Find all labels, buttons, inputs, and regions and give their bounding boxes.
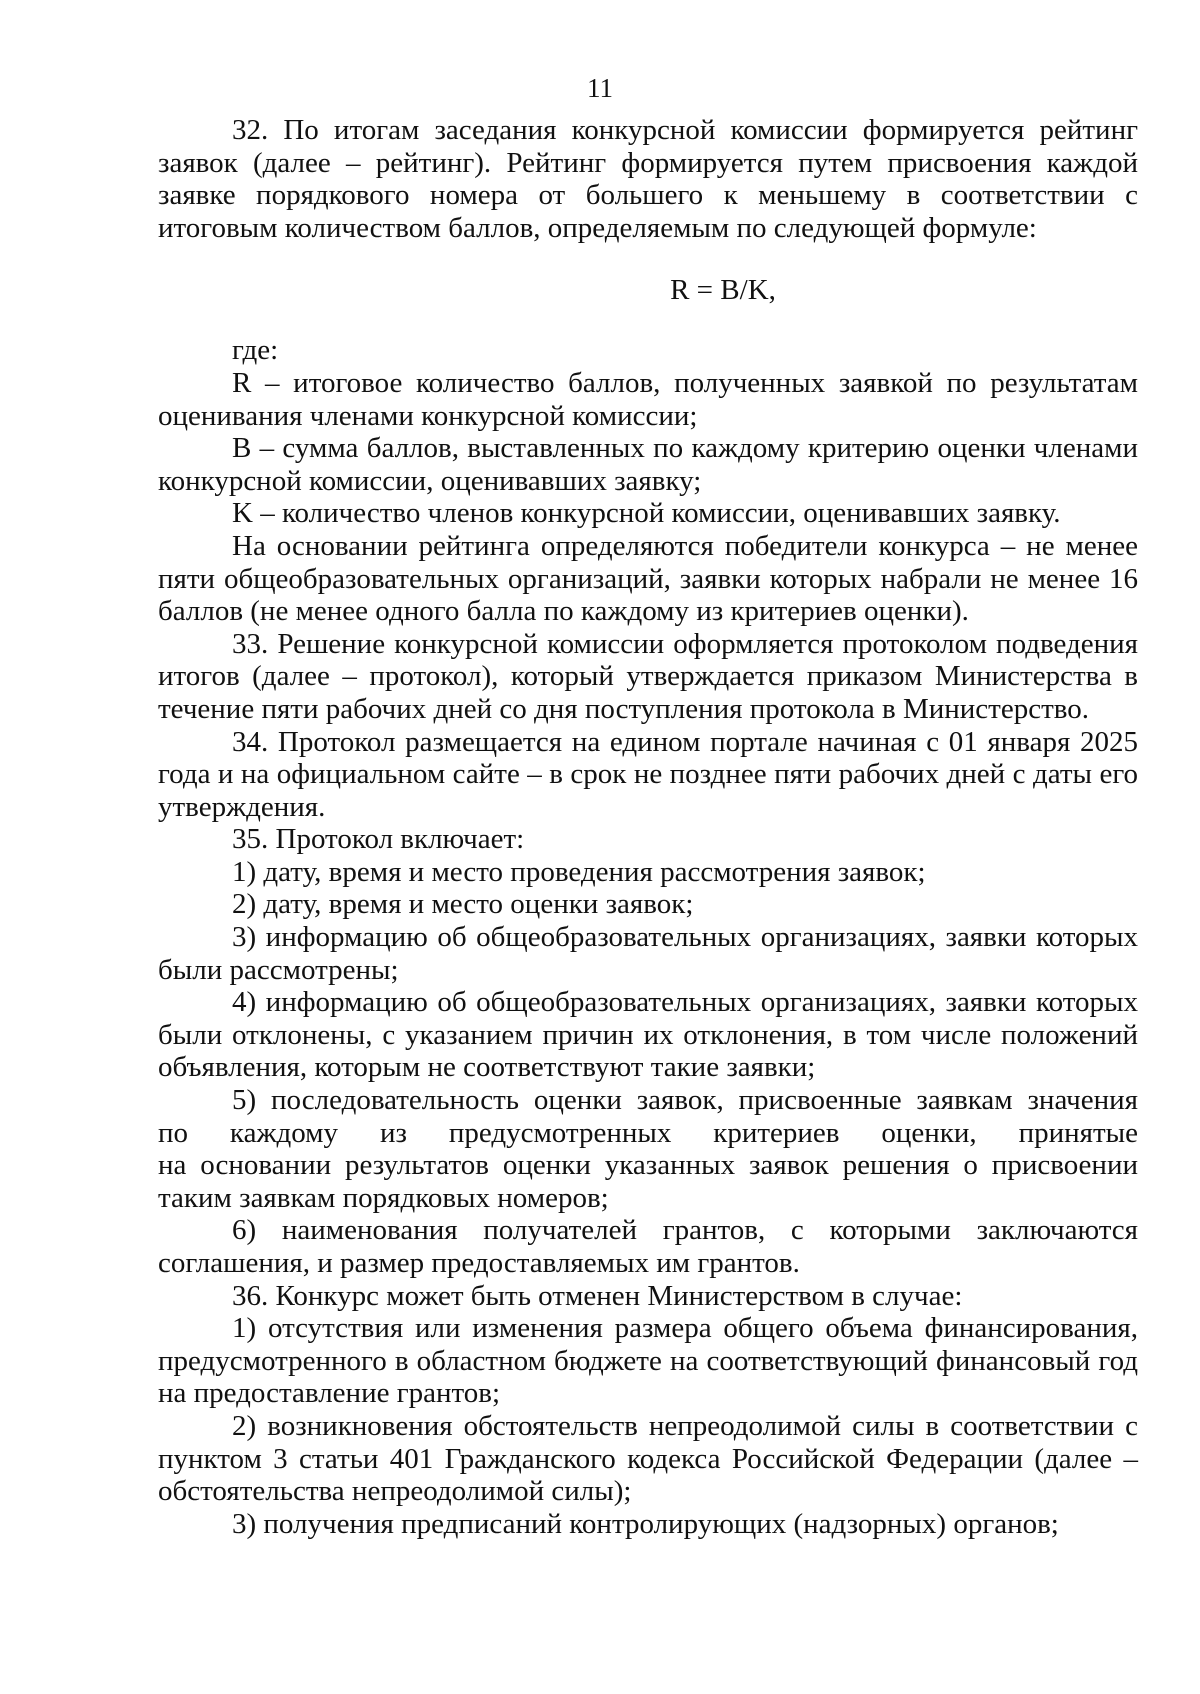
list-item-35-5-line-1: 5) последовательность оценки заявок, присвоенные заявкам значения [232, 1084, 1138, 1117]
winners-paragraph: На основании рейтинга определяются победители конкурса – не менее пяти общеобразовательных организаций, заявки которых набрали не менее 16 баллов (не менее одного балла по каждому из критериев оценки). [158, 529, 1138, 628]
paragraph-36: 36. Конкурс может быть отменен Министерством в случае: [232, 1279, 963, 1312]
definition-k: K – количество членов конкурсной комиссии, оценивавших заявку. [232, 497, 1061, 530]
definition-b: B – сумма баллов, выставленных по каждому критерию оценки членами конкурсной комиссии, оценивавших заявку; [158, 432, 1138, 497]
list-item-36-2: 2) возникновения обстоятельств непреодолимой силы в соответствии с пунктом 3 статьи 401 Гражданского кодекса Российской Федерации (далее – обстоятельства непреодолимой силы); [158, 1409, 1138, 1508]
list-item-35-6: 6) наименования получателей грантов, с которыми заключаются соглашения, и размер предоставляемых им грантов. [158, 1214, 1138, 1279]
list-item-36-1: 1) отсутствия или изменения размера общего объема финансирования, предусмотренного в областном бюджете на соответствующий финансовый год на предоставление грантов; [158, 1312, 1138, 1410]
list-item-35-5-line-2: по каждому из предусмотренных критериев оценки, принятые [158, 1116, 1138, 1149]
list-item-35-2: 2) дату, время и место оценки заявок; [232, 888, 694, 921]
document-body [158, 114, 1138, 1540]
list-item-35-5-line-3: на основании результатов оценки указанных заявок решения о присвоении таким заявкам порядковых номеров; [158, 1149, 1138, 1214]
list-item-35-1: 1) дату, время и место проведения рассмотрения заявок; [232, 855, 926, 888]
paragraph-35: 35. Протокол включает: [232, 823, 525, 856]
rating-formula: R = B/K, [670, 274, 776, 307]
where-label: где: [232, 334, 279, 367]
list-item-35-3: 3) информацию об общеобразовательных организациях, заявки которых были рассмотрены; [158, 921, 1138, 986]
paragraph-32: 32. По итогам заседания конкурсной комиссии формируется рейтинг заявок (далее – рейтинг). Рейтинг формируется путем присвоения каждой заявке порядкового номера от большего к меньшему в соответствии с итоговым количеством баллов, определяемым по следующей формуле: [158, 114, 1138, 244]
page-number: 11 [587, 73, 613, 103]
list-item-36-3: 3) получения предписаний контролирующих (надзорных) органов; [232, 1507, 1059, 1540]
definition-r: R – итоговое количество баллов, полученных заявкой по результатам оценивания членами конкурсной комиссии; [158, 366, 1138, 432]
paragraph-34: 34. Протокол размещается на едином портале начиная с 01 января 2025 года и на официальном сайте – в срок не позднее пяти рабочих дней с даты его утверждения. [158, 725, 1138, 823]
paragraph-33: 33. Решение конкурсной комиссии оформляется протоколом подведения итогов (далее – протокол), который утверждается приказом Министерства в течение пяти рабочих дней со дня поступления протокола в Министерство. [158, 627, 1138, 725]
list-item-35-4: 4) информацию об общеобразовательных организациях, заявки которых были отклонены, с указанием причин их отклонения, в том числе положений объявления, которым не соответствуют такие заявки; [158, 986, 1138, 1084]
